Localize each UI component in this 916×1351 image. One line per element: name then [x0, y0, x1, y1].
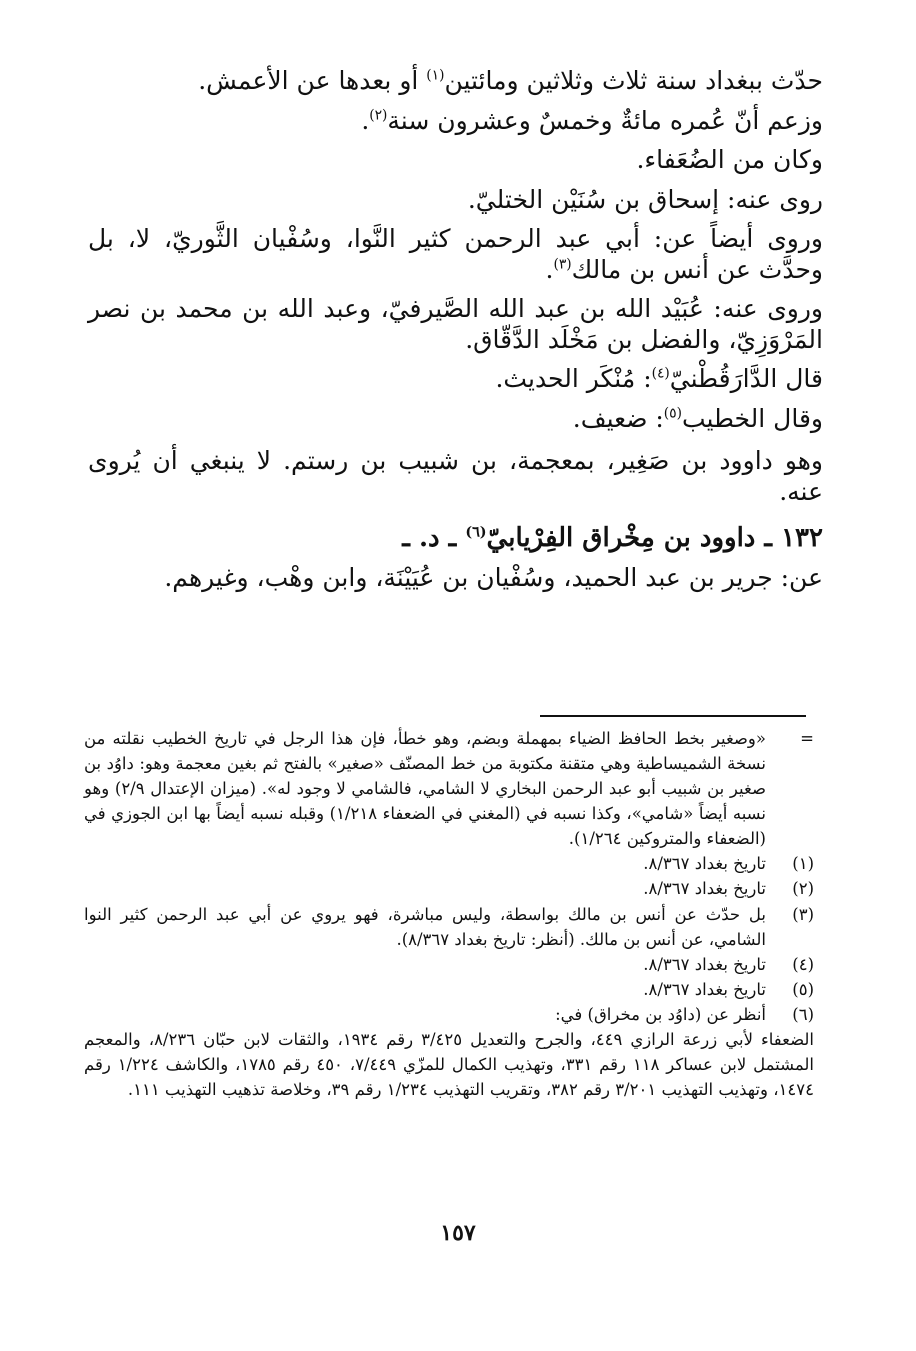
footnote-number: (٥) — [792, 979, 814, 999]
paragraph: وكان من الضُعَفاء. — [636, 145, 823, 174]
footnote-continuation — [84, 726, 814, 851]
paragraph: قال الدَّارَقُطْنيّ$^{(٤)}$: مُنْكَر الحديث. — [495, 364, 823, 393]
footnotes — [84, 726, 814, 1102]
footnote-ref: (٤) — [651, 365, 670, 382]
footnote-number: (٦) — [792, 1004, 814, 1024]
footnote-text: الضعفاء لأبي زرعة الرازي ٤٤٩، والجرح والتعديل ٣/٤٢٥ رقم ١٩٣٤، والثقات لابن حبّان ٨/٢٣٦، والمعجم المشتمل لابن عساكر ١١٨ رقم ٣٣١، وتهذيب الكمال للمزّي ٧/٤٤٩، ٤٥٠ رقم ١٧٨٥، والكاشف ١/٢٢٤ رقم ١٤٧٤، وتهذيب التهذيب ٣/٢٠١ رقم ٣٨٢، وتقريب التهذيب ١/٢٣٤ رقم ٣٩، وخلاصة تذهيب التهذيب ١١١. — [84, 1029, 815, 1100]
footnote — [84, 1002, 814, 1027]
continuation-marker: = — [800, 729, 814, 748]
paragraph: وروى أيضاً عن: أبي عبد الرحمن كثير النَّوا، وسُفْيان الثَّوريّ، لا، بل وحدَّث عن أنس بن مالك$^{(٣)}$. — [88, 224, 823, 284]
footnote — [84, 851, 814, 876]
footnote-ref: (٥) — [663, 405, 682, 422]
paragraph: عن: جرير بن عبد الحميد، وسُفْيان بن عُيَيْنَة، وابن وهْب، وغيرهم. — [164, 562, 823, 592]
footnote-ref: (٣) — [553, 256, 572, 273]
footnote-text: تاريخ بغداد ٨/٣٦٧. — [643, 954, 766, 974]
footnote — [84, 952, 814, 977]
paragraph: حدّث ببغداد سنة ثلاث وثلاثين ومائتين$^{(١)}$ أو بعدها عن الأعمش. — [198, 66, 823, 95]
paragraph: وزعم أنّ عُمره مائةٌ وخمسٌ وعشرون سنة$^{(٢)}$. — [361, 105, 823, 135]
paragraph: وهو داوود بن صَغِير، بمعجمة، بن شبيب بن رستم. لا ينبغي أن يُروى عنه. — [88, 446, 823, 506]
footnote-ref: (٦) — [465, 524, 487, 541]
footnote-number: (٤) — [792, 954, 814, 974]
paragraph: روى عنه: إسحاق بن سُنَيْن الختليّ. — [467, 184, 823, 214]
footnote — [84, 902, 814, 952]
footnote-text: تاريخ بغداد ٨/٣٦٧. — [643, 879, 766, 899]
footnote-text: أنظر عن (داوُد بن مخراق) في: — [555, 1004, 766, 1024]
main-text — [88, 66, 823, 602]
footnote-divider — [540, 715, 806, 717]
footnote-text: تاريخ بغداد ٨/٣٦٧. — [643, 979, 766, 999]
entry-heading: ١٣٢ ـ داوود بن مِخْراق الفِرْيابيّ$^{(٦)}$ ـ د. ـ — [402, 523, 823, 553]
footnote-text: بل حدّث عن أنس بن مالك بواسطة، وليس مباشرة، فهو يروي عن أبي عبد الرحمن كثير النوا الشامي، عن أنس بن مالك. (أنظر: تاريخ بغداد ٨/٣٦٧). — [84, 904, 766, 949]
footnote-ref: (١) — [426, 67, 445, 84]
footnote-number: (٢) — [792, 879, 814, 899]
footnote-text: «وصغير بخط الحافظ الضياء بمهملة وبضم، وهو خطأ، فإن هذا الرجل في تاريخ الخطيب نقلته من نسخة الشميساطية وهي متقنة مكتوبة من خط المصنّف «صغير» بالفتح ثم بغين معجمة وهو: داوُد بن صغير بن شبيب أبو عبد الرحمن البخاري لا الشامي، فالشامي لا وجود له». (ميزان الإعتدال ٢/٩) وهو نسبه أيضاً «شامي»، وكذا نسبه في (المغني في الضعفاء ١/٢١٨) وقبله نسبه أيضاً بها ابن الجوزي في (الضعفاء والمتروكين ١/٢٦٤). — [84, 729, 766, 849]
footnote-number: (٣) — [792, 904, 814, 924]
paragraph: وقال الخطيب$^{(٥)}$: ضعيف. — [572, 403, 823, 433]
footnote — [84, 876, 814, 901]
footnote — [84, 977, 814, 1002]
footnote-text: تاريخ بغداد ٨/٣٦٧. — [643, 854, 766, 874]
footnote-number: (١) — [792, 854, 814, 874]
footnote-ref: (٢) — [369, 107, 388, 124]
paragraph: وروى عنه: عُبَيْد الله بن عبد الله الصَّيرفيّ، وعبد الله بن محمد بن نصر المَرْوَزِيّ، والفضل بن مَخْلَد الدَّقّاق. — [88, 294, 823, 354]
page-number: ١٥٧ — [440, 1220, 476, 1246]
